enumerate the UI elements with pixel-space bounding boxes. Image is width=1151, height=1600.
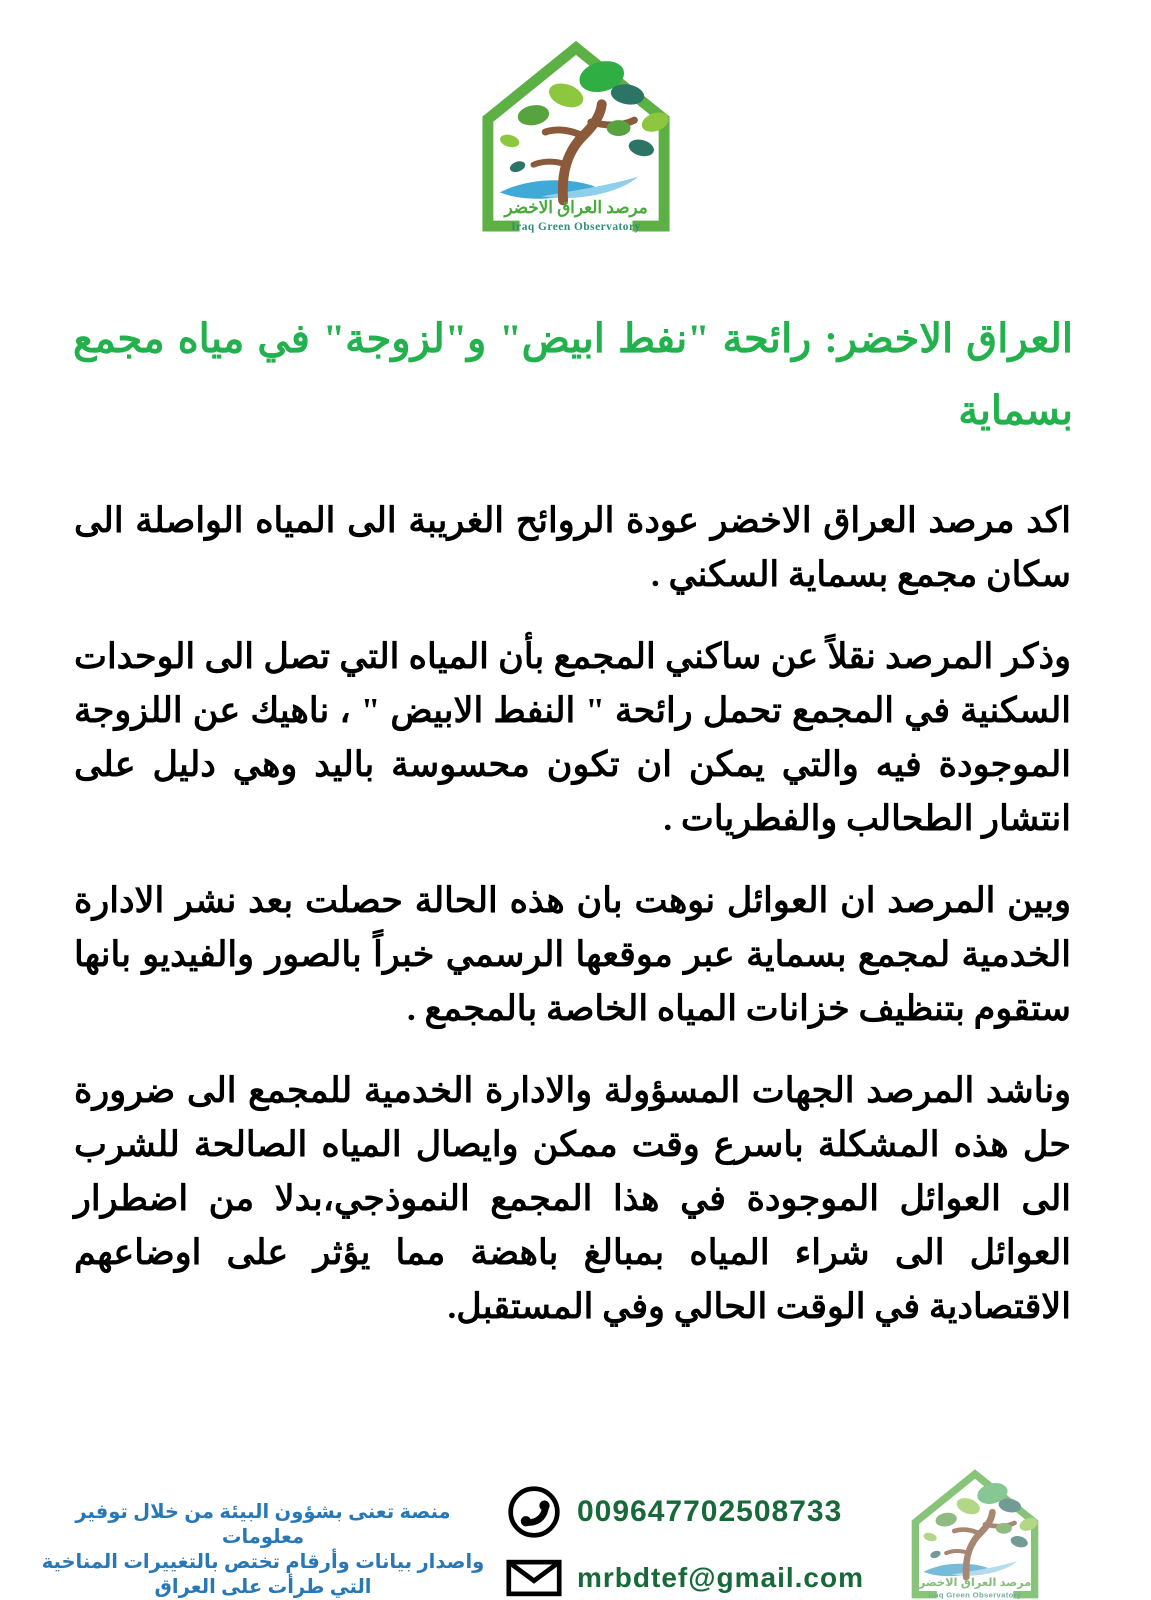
footer-tagline xyxy=(38,1500,488,1600)
body-paragraph-3: وبين المرصد ان العوائل نوهت بان هذه الحالة حصلت بعد نشر الادارة الخدمية لمجمع بسماية عبر موقعها الرسمي خبراً بالصور والفيديو بانها ستقوم بتنظيف خزانات المياه الخاصة بالمجمع . xyxy=(74,881,1071,1028)
body-paragraph-1: اكد مرصد العراق الاخضر عودة الروائح الغريبة الى المياه الواصلة الى سكان مجمع بسماية السكني . xyxy=(74,501,1071,594)
tagline-line-1: منصة تعنى بشؤون البيئة من خلال توفير معلومات xyxy=(75,1501,451,1548)
body-paragraph-4: وناشد المرصد الجهات المسؤولة والادارة الخدمية للمجمع الى ضرورة حل هذه المشكلة باسرع وقت ممكن وايصال المياه الصالحة للشرب الى العوائل الموجودة في هذا المجمع النموذجي،بدلا من اضطرار العوائل الى شراء المياه بمبالغ باهضة مما يؤثر على اوضاعهم الاقتصادية في الوقت الحالي وفي المستقبل. xyxy=(74,1071,1071,1326)
iraq-green-observatory-logo-icon-small xyxy=(899,1466,1051,1600)
email-row xyxy=(505,1550,875,1600)
footer-logo-english-text: Iraq Green Observatory xyxy=(928,1590,1022,1600)
phone-icon xyxy=(505,1484,563,1540)
logo-tree xyxy=(498,56,671,200)
document-title: العراق الاخضر: رائحة "نفط ابيض" و"لزوجة" في مياه مجمع بسماية xyxy=(73,315,1073,433)
email-icon xyxy=(505,1550,563,1600)
footer-contact xyxy=(505,1484,875,1600)
phone-number: 009647702508733 xyxy=(577,1495,843,1528)
logo-english-text: Iraq Green Observatory xyxy=(510,221,641,234)
footer xyxy=(0,1460,1151,1600)
phone-row xyxy=(505,1484,875,1540)
document-body xyxy=(74,494,1071,1362)
tagline-line-2: واصدار بيانات وأرقام تختص بالتغييرات المناخية xyxy=(41,1551,485,1573)
tagline-line-3: التي طرأت على العراق xyxy=(154,1576,372,1598)
email-address: mrbdtef@gmail.com xyxy=(577,1562,865,1593)
iraq-green-observatory-logo-icon xyxy=(472,36,680,234)
footer-logo xyxy=(899,1466,1051,1600)
logo-arabic-text: مرصد العراق الاخضر xyxy=(503,198,648,218)
header-logo xyxy=(472,36,680,234)
body-paragraph-2: وذكر المرصد نقلاً عن ساكني المجمع بأن المياه التي تصل الى الوحدات السكنية في المجمع تحمل رائحة " النفط الابيض " ، ناهيك عن اللزوجة الموجودة فيه والتي يمكن ان تكون محسوسة باليد وهي دليل على انتشار الطحالب والفطريات . xyxy=(74,637,1071,838)
footer-logo-arabic-text: مرصد العراق الاخضر xyxy=(918,1576,1032,1589)
